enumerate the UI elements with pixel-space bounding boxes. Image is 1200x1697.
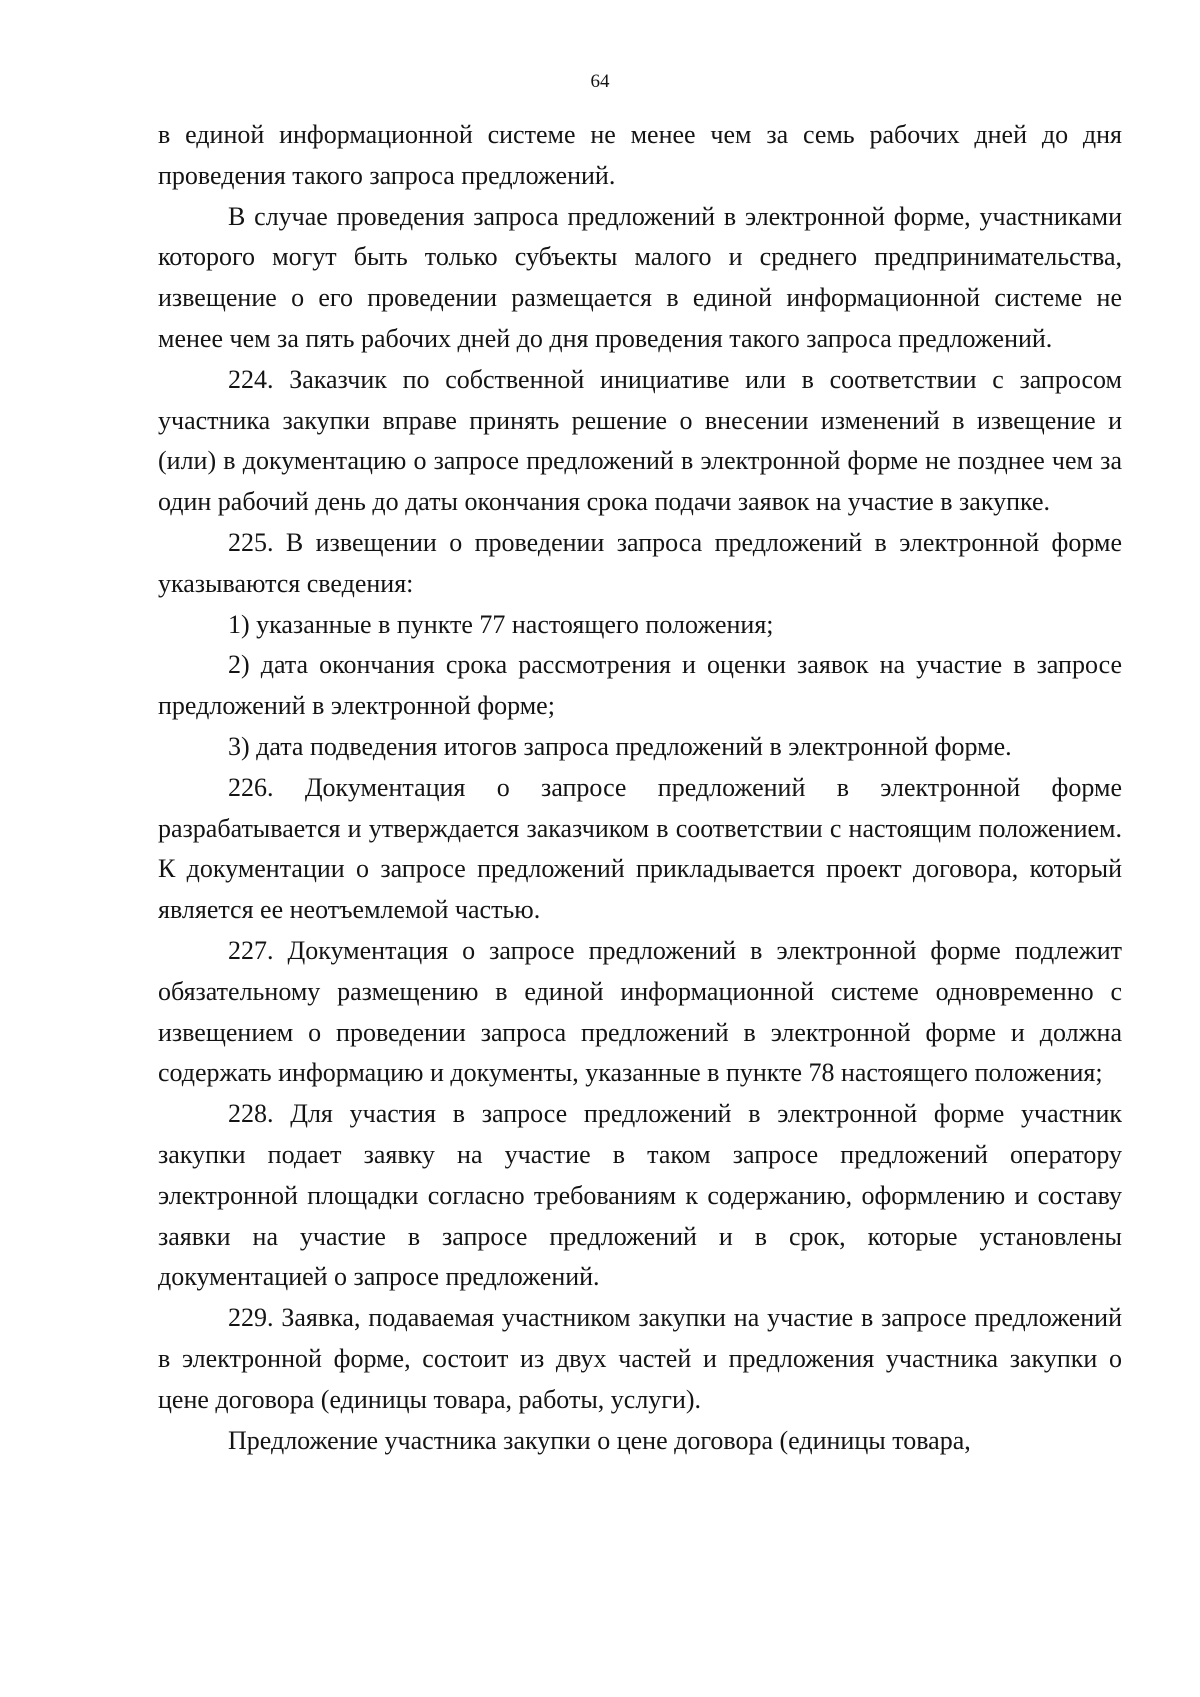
paragraph: в единой информационной системе не менее чем за семь рабочих дней до дня проведения такого запроса предложений. [158,120,1122,190]
paragraph: 224. Заказчик по собственной инициативе или в соответствии с запросом участника закупки вправе принять решение о внесении изменений в извещение и (или) в документацию о запросе предложений в электронной форме не позднее чем за один рабочий день до даты окончания срока подачи заявок на участие в закупке. [158,364,1122,517]
paragraph: Предложение участника закупки о цене договора (единицы товара, [228,1425,971,1455]
list-item: 1) указанные в пункте 77 настоящего положения; [228,609,774,639]
list-item: 3) дата подведения итогов запроса предложений в электронной форме. [228,731,1012,761]
document-body [158,115,1122,1461]
page-number: 64 [590,71,610,92]
list-item: 2) дата окончания срока рассмотрения и оценки заявок на участие в запросе предложений в электронной форме; [158,650,1122,721]
paragraph: 228. Для участия в запросе предложений в электронной форме участник закупки подает заявку на участие в таком запросе предложений оператору электронной площадки согласно требованиям к содержанию, оформлению и составу заявки на участие в запросе предложений и в срок, которые установлены документацией о запросе предложений. [158,1099,1122,1292]
paragraph: 229. Заявка, подаваемая участником закупки на участие в запросе предложений в электронной форме, состоит из двух частей и предложения участника закупки о цене договора (единицы товара, работы, услуги). [158,1303,1122,1414]
paragraph: 225. В извещении о проведении запроса предложений в электронной форме указываются сведения: [158,527,1122,598]
paragraph: 226. Документация о запросе предложений в электронной форме разрабатывается и утверждается заказчиком в соответствии с настоящим положением. К документации о запросе предложений прикладывается проект договора, который является ее неотъемлемой частью. [158,772,1122,925]
paragraph: В случае проведения запроса предложений в электронной форме, участниками которого могут быть только субъекты малого и среднего предпринимательства, извещение о его проведении размещается в единой информационной системе не менее чем за пять рабочих дней до дня проведения такого запроса предложений. [158,201,1122,353]
paragraph: 227. Документация о запросе предложений в электронной форме подлежит обязательному размещению в единой информационной системе одновременно с извещением о проведении запроса предложений в электронной форме и должна содержать информацию и документы, указанные в пункте 78 настоящего положения; [158,935,1122,1088]
